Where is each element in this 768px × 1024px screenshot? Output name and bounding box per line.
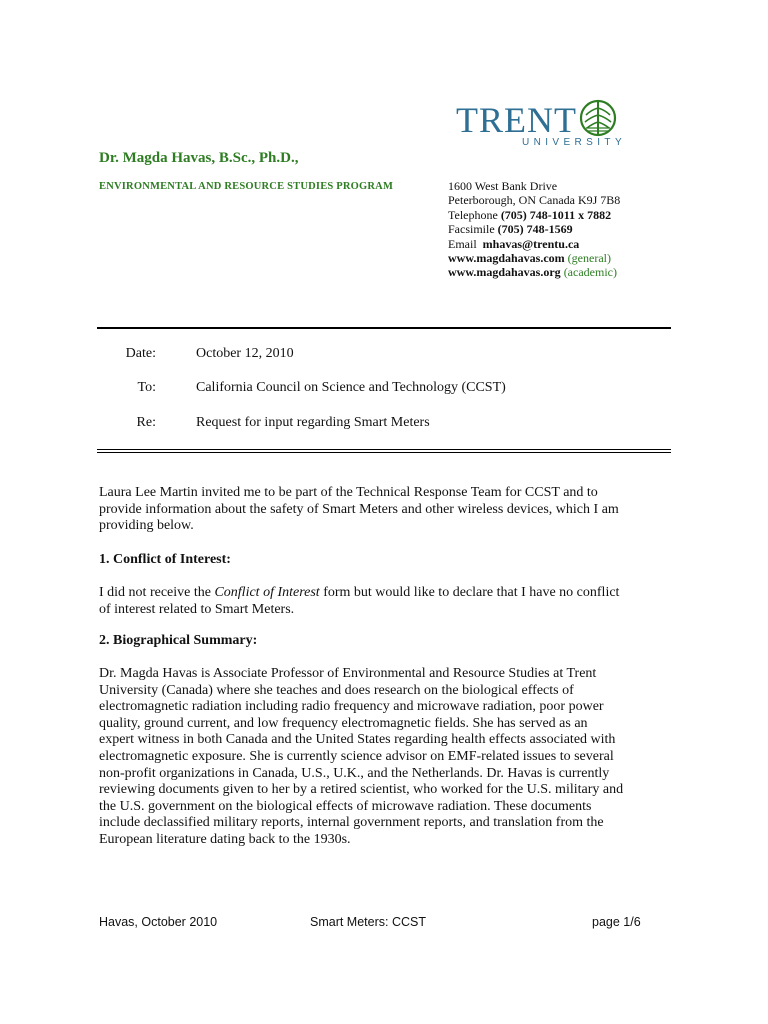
date-label: Date: [125,346,156,361]
telephone-label: Telephone [448,207,498,222]
bio-line: include declassified military reports, internal government reports, and translation from the [99,815,604,831]
bio-line: European literature dating back to the 1930s. [99,831,351,847]
website-general-link[interactable]: www.magdahavas.com [448,251,565,266]
footer-center: Smart Meters: CCST [310,915,426,929]
section-1-line [99,585,674,602]
author-name: Dr. Magda Havas, B.Sc., Ph.D., [99,150,299,166]
intro-line: Laura Lee Martin invited me to be part of the Technical Response Team for CCST and to [99,485,598,500]
re-label: Re: [136,415,156,430]
logo-subtitle: UNIVERSITY [522,137,627,148]
re-value: Request for input regarding Smart Meters [196,415,430,430]
fax-number: (705) 748-1569 [497,222,573,237]
bio-line: University (Canada) where she teaches and does research on the biological effects of [99,682,574,698]
email-address[interactable]: mhavas@trentu.ca [482,236,580,251]
bio-line: the U.S. government on the biological effects of microwave radiation. These documents [99,798,592,814]
bio-line: non-profit organizations in Canada, U.S., U.K., and the Netherlands. Dr. Havas is currently [99,765,610,781]
address-line-1: 1600 West Bank Drive [448,179,558,193]
date-value: October 12, 2010 [196,346,294,361]
memo-divider-top [97,449,671,450]
trent-crest-icon [578,98,618,138]
section-1-heading: 1. Conflict of Interest: [99,552,231,567]
email-label: Email [448,236,477,251]
program-name: ENVIRONMENTAL AND RESOURCE STUDIES PROGRAM [99,181,394,192]
page-number: page 1/6 [592,915,641,929]
section-1-line: of interest related to Smart Meters. [99,601,295,617]
fax-line [448,222,620,236]
intro-line: provide information about the safety of Smart Meters and other wireless devices, which I am [99,501,619,517]
website-academic-note: (academic) [563,265,617,280]
to-label: To: [137,380,156,395]
header-divider [97,327,671,329]
section-2-heading: 2. Biographical Summary: [99,633,258,648]
bio-line: Dr. Magda Havas is Associate Professor of Environmental and Resource Studies at Trent [99,666,597,681]
intro-line: providing below. [99,518,194,534]
trent-university-logo [452,96,627,156]
to-value: California Council on Science and Technology (CCST) [196,380,506,395]
email-line [448,237,620,251]
section-1-paragraph [99,585,674,618]
logo-wordmark: TRENT [456,100,577,140]
section-1-text: form but would like to declare that I have no conflict [319,585,620,600]
website-academic-line [448,265,620,279]
telephone-line [448,208,620,222]
conflict-of-interest-emphasis: Conflict of Interest [214,585,320,600]
address-line-2: Peterborough, ON Canada K9J 7B8 [448,193,621,208]
website-general-note: (general) [567,251,611,266]
memo-divider-bottom [97,452,671,453]
website-general-line [448,251,620,265]
bio-line: quality, ground current, and low frequency electromagnetic fields. She has served as an [99,715,588,731]
section-1-text: I did not receive the [99,585,215,600]
intro-paragraph [99,485,674,535]
bio-line: reviewing documents given to her by a retired scientist, who worked for the U.S. military and [99,782,624,798]
footer-left: Havas, October 2010 [99,915,218,929]
contact-block [448,179,620,280]
bio-line: electromagnetic radiation including radio frequency and microwave radiation, poor power [99,699,604,715]
bio-line: electromagnetic exposure. She is currently science advisor on EMF-related issues to several [99,748,614,764]
telephone-number: (705) 748-1011 x 7882 [500,207,612,222]
fax-label: Facsimile [448,222,495,237]
website-academic-link[interactable]: www.magdahavas.org [448,265,561,280]
bio-line: expert witness in both Canada and the United States regarding health effects associated with [99,732,616,748]
section-2-paragraph [99,666,674,849]
